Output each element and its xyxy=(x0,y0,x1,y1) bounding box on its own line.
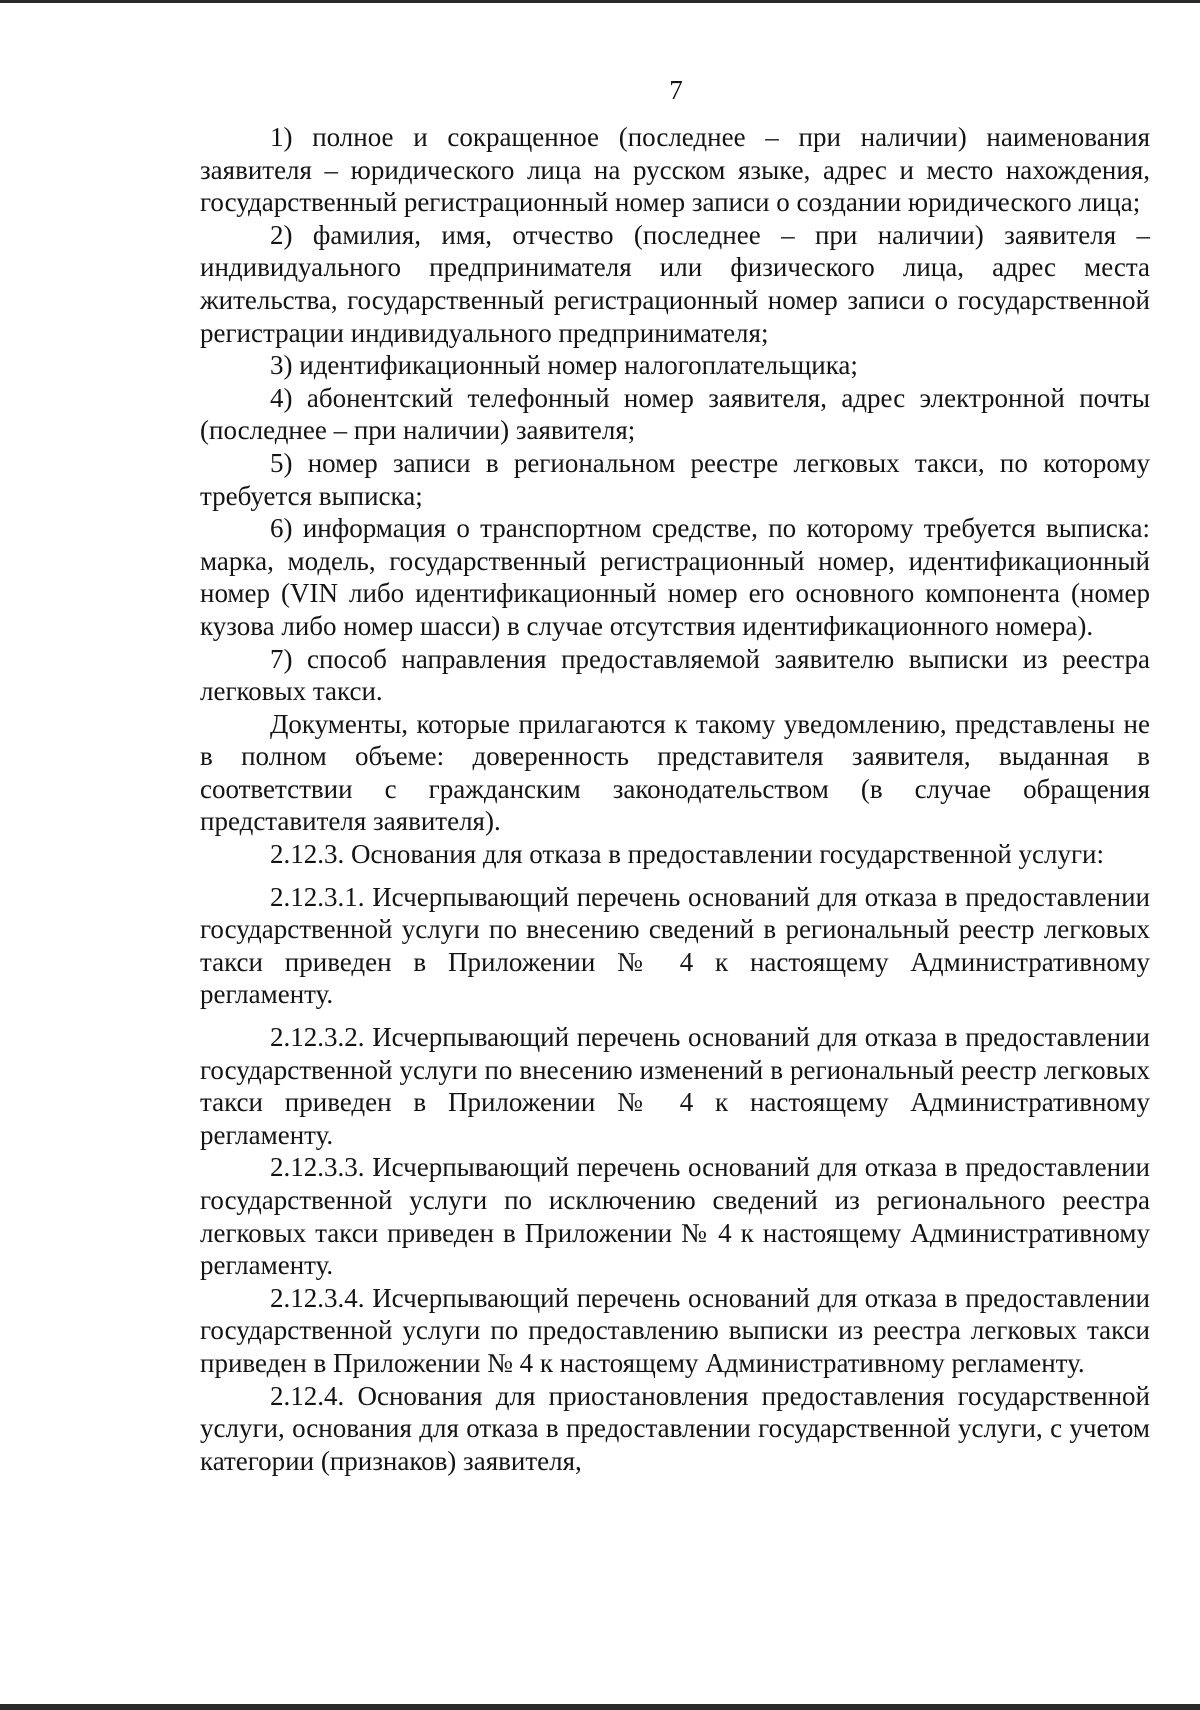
clause-2-12-4: 2.12.4. Основания для приостановления предоставления государственной услуги, основания для отказа в предоставлении государственной услуги, с учетом категории (признаков) заявителя, xyxy=(200,1380,1150,1476)
list-item-5-registry-record-number: 5) номер записи в региональном реестре легковых такси, по которому требуется выписка; xyxy=(200,447,1150,511)
list-item-1-legal-entity-name: 1) полное и сокращенное (последнее – при наличии) наименования заявителя – юридического лица на русском языке, адрес и место нахождения, государственный регистрационный номер записи о создании юридического лица; xyxy=(200,122,1150,218)
section-2-12-3-heading: 2.12.3. Основания для отказа в предоставлении государственной услуги: xyxy=(270,839,1104,870)
list-item-6-vehicle-information: 6) информация о транспортном средстве, по которому требуется выписка: марка, модель, государственный регистрационный номер, идентификационный номер (VIN либо идентификационный номер его основного компонента (номер кузова либо номер шасси) в случае отсутствия идентификационного номера). xyxy=(200,513,1150,641)
clause-2-12-3-1: 2.12.3.1. Исчерпывающий перечень оснований для отказа в предоставлении государственной услуги по внесению сведений в региональный реестр легковых такси приведен в Приложении № 4 к настоящему Административному регламенту. xyxy=(200,881,1150,1010)
clause-2-12-3-2: 2.12.3.2. Исчерпывающий перечень оснований для отказа в предоставлении государственной услуги по внесению изменений в региональный реестр легковых такси приведен в Приложении № 4 к настоящему Административному регламенту. xyxy=(200,1022,1150,1150)
scan-edge-bottom xyxy=(0,1704,1200,1710)
clause-2-12-3-4: 2.12.3.4. Исчерпывающий перечень оснований для отказа в предоставлении государственной услуги по предоставлению выписки из реестра легковых такси приведен в Приложении № 4 к настоящему Административному регламенту. xyxy=(200,1282,1150,1378)
page-number: 7 xyxy=(669,75,683,105)
scan-edge-top xyxy=(0,0,1200,3)
paragraph-incomplete-documents: Документы, которые прилагаются к такому уведомлению, представлены не в полном объеме: доверенность представителя заявителя, выданная в соответствии с гражданским законодательством (в случае обращения представителя заявителя). xyxy=(200,708,1150,837)
list-item-2-applicant-full-name: 2) фамилия, имя, отчество (последнее – при наличии) заявителя – индивидуального предпринимателя или физического лица, адрес места жительства, государственный регистрационный номер записи о государственной регистрации индивидуального предпринимателя; xyxy=(200,219,1150,348)
list-item-3-taxpayer-id: 3) идентификационный номер налогоплательщика; xyxy=(270,350,858,381)
clause-2-12-3-3: 2.12.3.3. Исчерпывающий перечень оснований для отказа в предоставлении государственной услуги по исключению сведений из регионального реестра легковых такси приведен в Приложении № 4 к настоящему Административному регламенту. xyxy=(200,1152,1150,1281)
list-item-7-delivery-method: 7) способ направления предоставляемой заявителю выписки из реестра легковых такси. xyxy=(200,643,1150,707)
list-item-4-phone-email: 4) абонентский телефонный номер заявителя, адрес электронной почты (последнее – при наличии) заявителя; xyxy=(200,382,1150,446)
document-body xyxy=(200,121,1150,1477)
